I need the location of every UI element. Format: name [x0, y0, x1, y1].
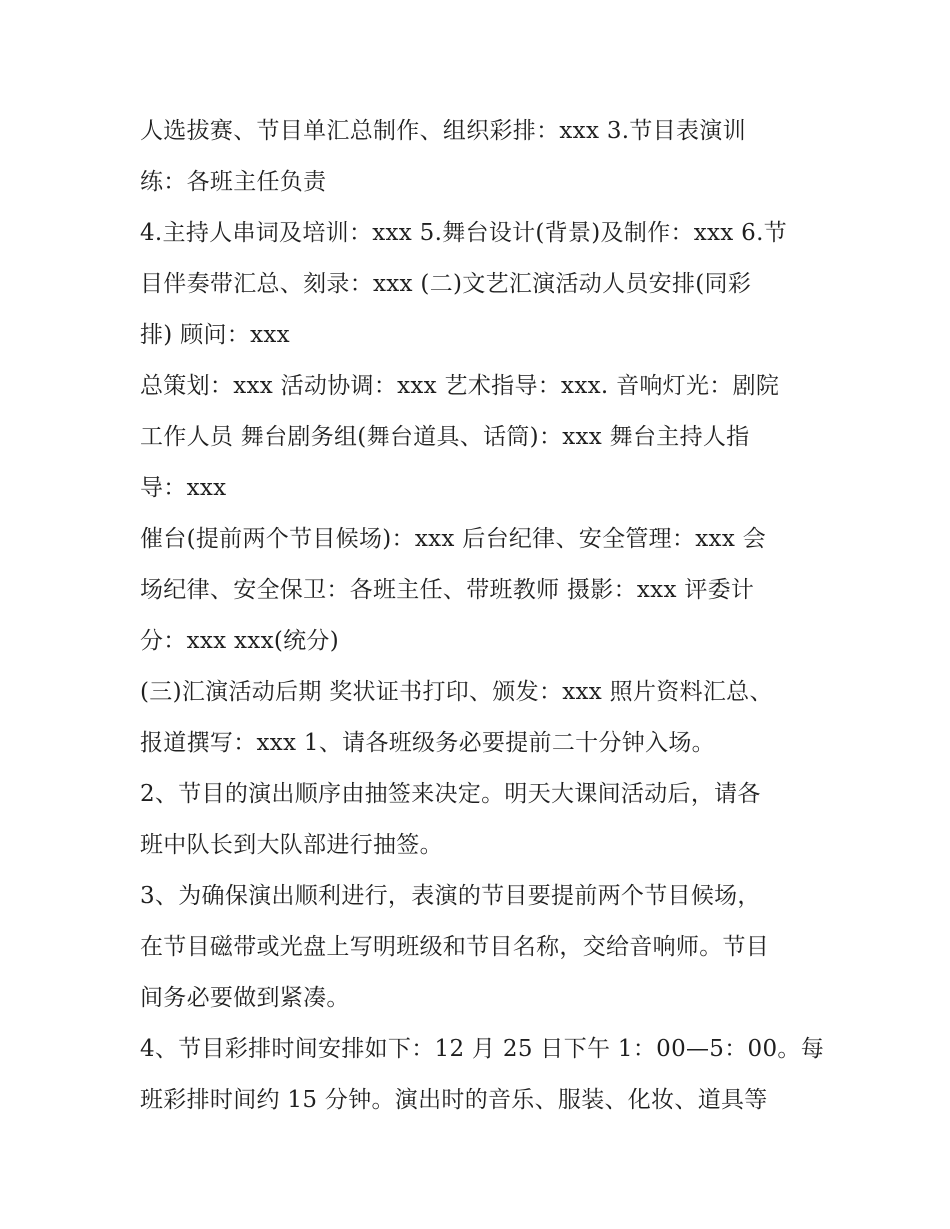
text-line: 分：xxx xxx(统分)	[140, 628, 339, 654]
paragraph-1	[140, 106, 820, 208]
paragraph-7	[140, 871, 820, 1024]
text-line: 报道撰写：xxx 1、请各班级务必要提前二十分钟入场。	[140, 730, 715, 756]
text-line: (三)汇演活动后期 奖状证书打印、颁发：xxx 照片资料汇总、	[140, 679, 773, 705]
text-line: 班彩排时间约 15 分钟。演出时的音乐、服装、化妆、道具等	[140, 1087, 768, 1113]
document-body	[140, 106, 825, 1126]
text-line: 班中队长到大队部进行抽签。	[140, 832, 443, 858]
text-line: 总策划：xxx 活动协调：xxx 艺术指导：xxx. 音响灯光：剧院	[140, 373, 780, 399]
paragraph-8	[140, 1024, 825, 1126]
text-line: 4.主持人串词及培训：xxx 5.舞台设计(背景)及制作：xxx 6.节	[140, 220, 788, 246]
text-line: 排) 顾问：xxx	[140, 322, 290, 348]
text-line: 工作人员 舞台剧务组(舞台道具、话筒)：xxx 舞台主持人指	[140, 424, 750, 450]
text-line: 间务必要做到紧凑。	[140, 985, 350, 1011]
text-line: 练：各班主任负责	[140, 169, 327, 195]
text-line: 人选拔赛、节目单汇总制作、组织彩排：xxx 3.节目表演训	[140, 118, 746, 144]
text-line: 催台(提前两个节目候场)：xxx 后台纪律、安全管理：xxx 会	[140, 526, 766, 552]
text-line: 4、节目彩排时间安排如下：12 月 25 日下午 1：00—5：00。每	[140, 1036, 825, 1062]
paragraph-2	[140, 208, 820, 361]
text-line: 导：xxx	[140, 475, 227, 501]
text-line: 在节目磁带或光盘上写明班级和节目名称，交给音响师。节目	[140, 934, 770, 960]
text-line: 3、为确保演出顺利进行，表演的节目要提前两个节目候场，	[140, 883, 761, 909]
paragraph-4	[140, 514, 820, 667]
text-line: 场纪律、安全保卫：各班主任、带班教师 摄影：xxx 评委计	[140, 577, 755, 603]
text-line: 目伴奏带汇总、刻录：xxx (二)文艺汇演活动人员安排(同彩	[140, 271, 752, 297]
paragraph-6	[140, 769, 820, 871]
paragraph-5	[140, 667, 820, 769]
text-line: 2、节目的演出顺序由抽签来决定。明天大课间活动后，请各	[140, 781, 761, 807]
paragraph-3	[140, 361, 820, 514]
